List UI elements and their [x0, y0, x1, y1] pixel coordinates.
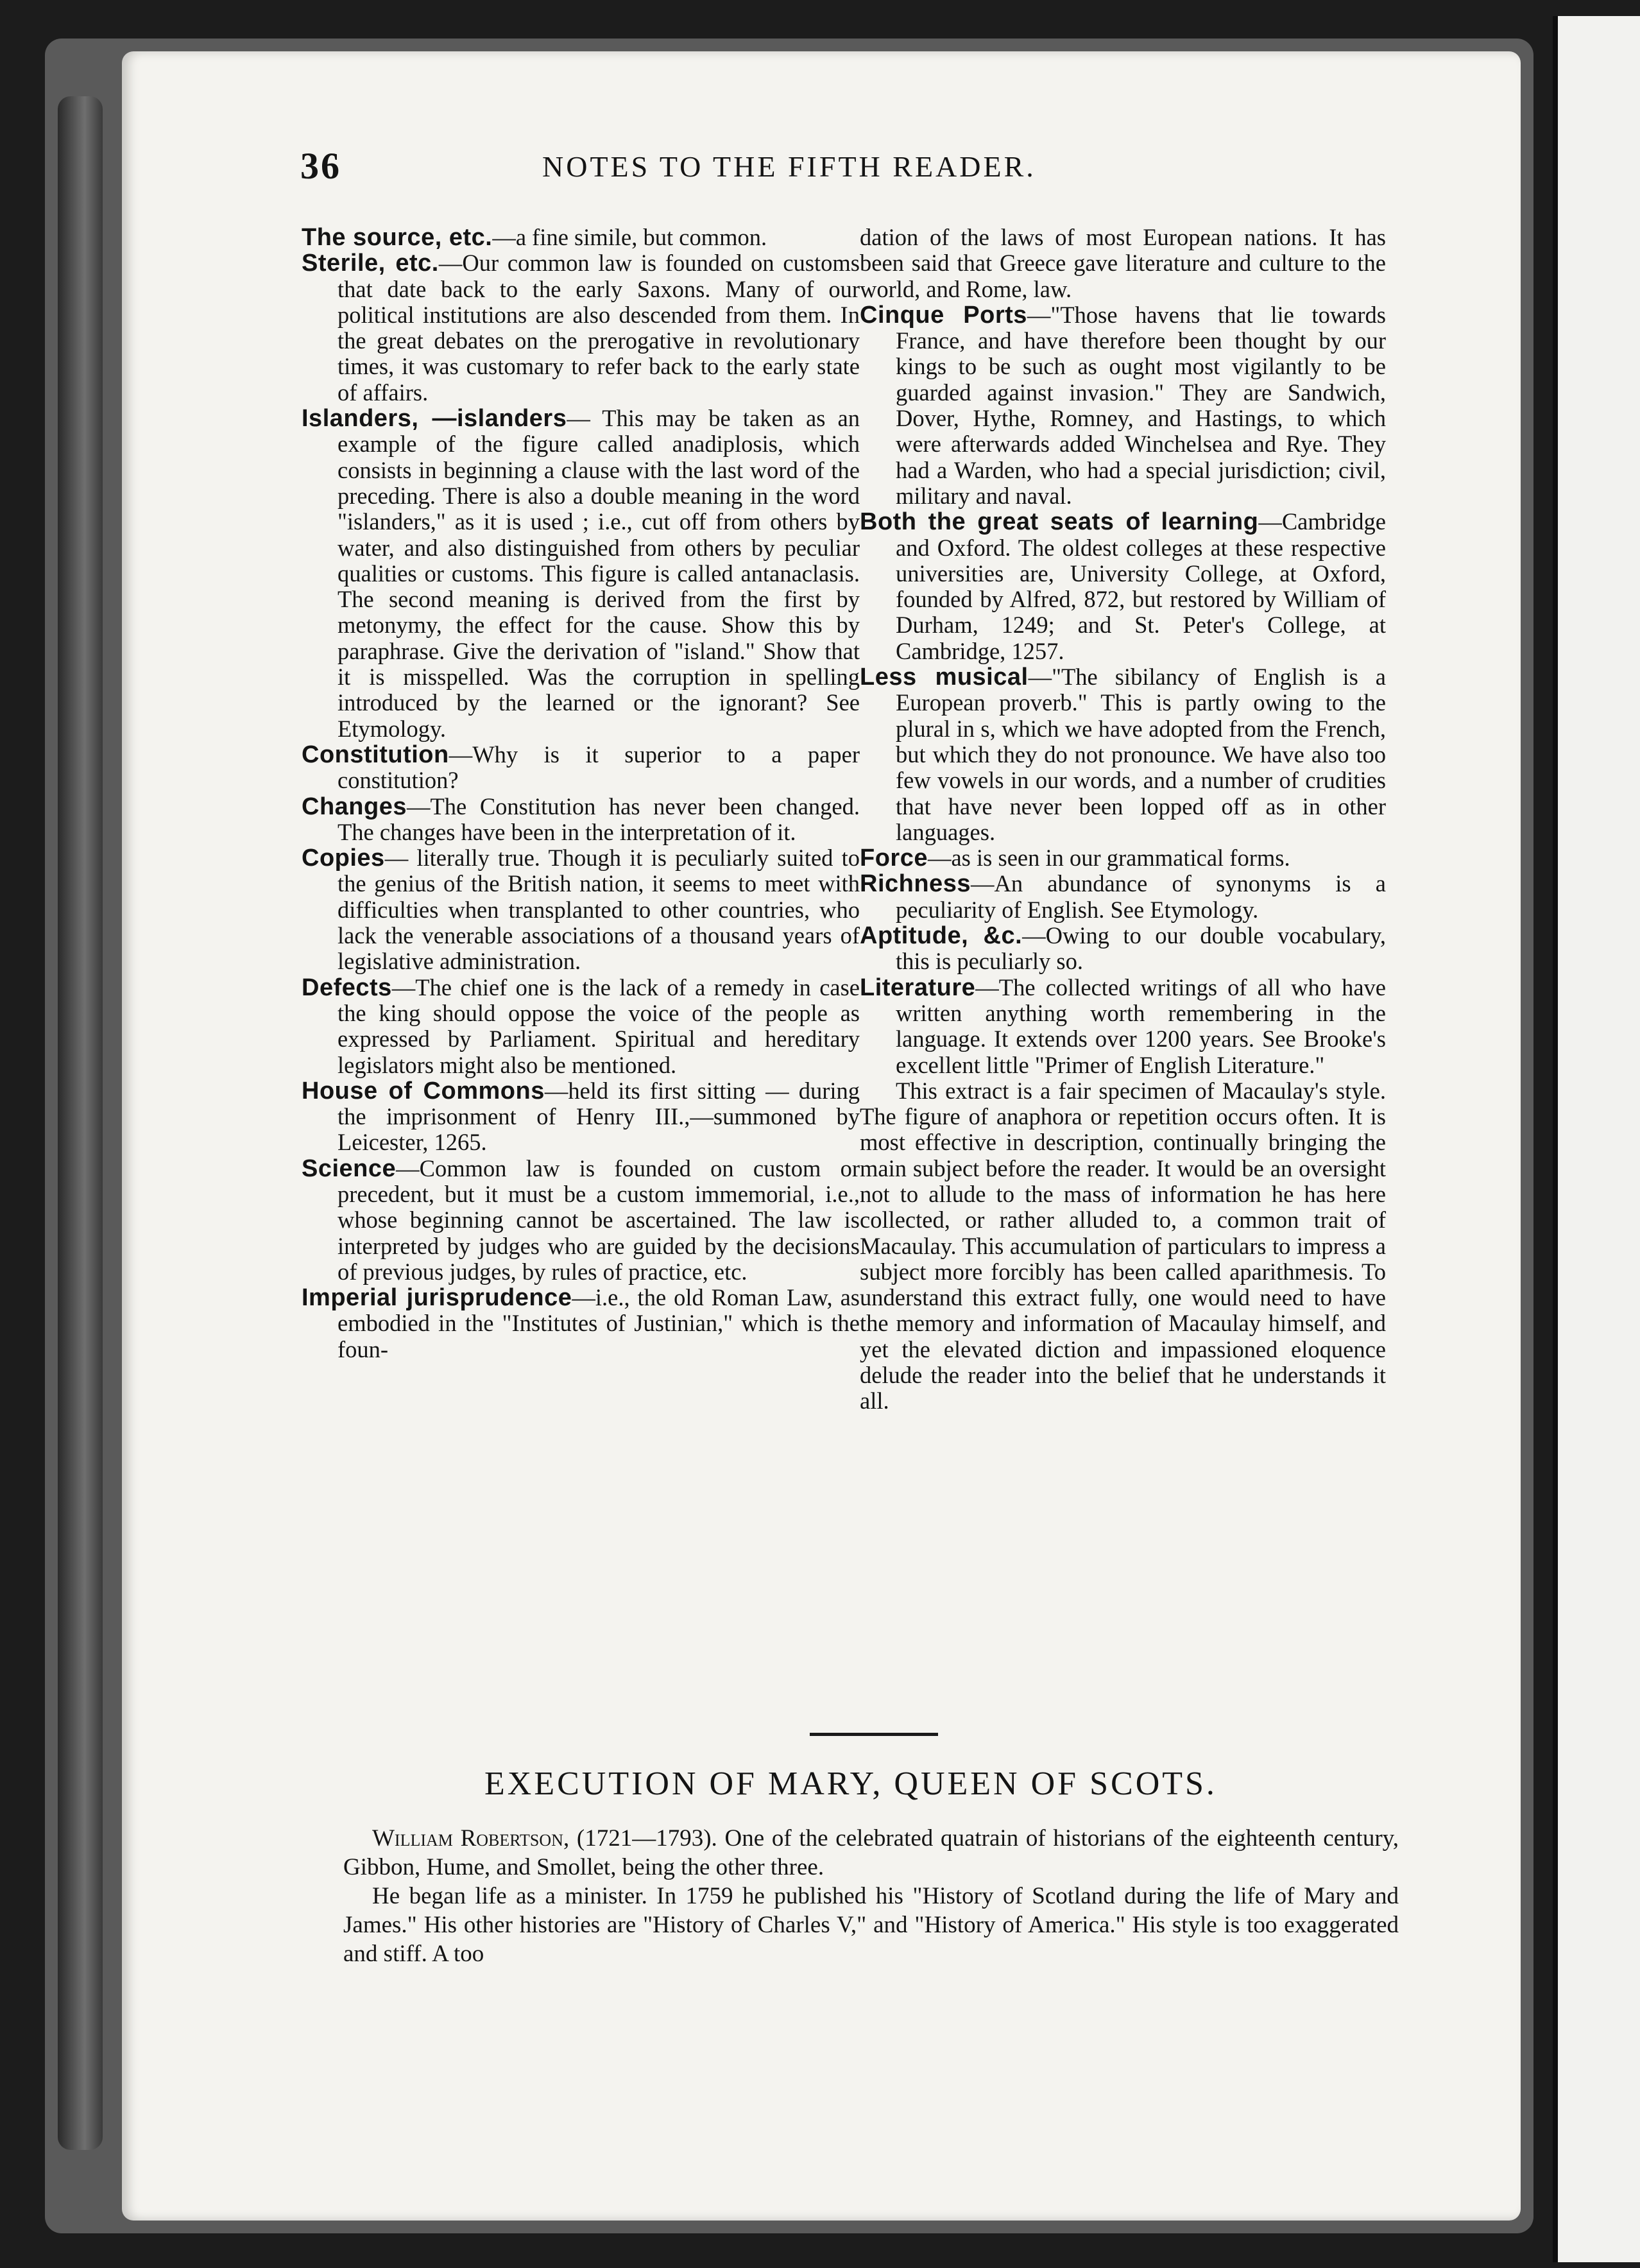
continuation-text: dation of the laws of most European nations. It has been said that Greece gave literature and culture to the world, and Rome, law. — [860, 224, 1386, 302]
note-term: Islanders, —islanders — [302, 405, 567, 433]
closing-paragraph: This extract is a fair specimen of Macaulay's style. The figure of anaphora or repetition occurs often. It is most effective in description, continually bringing the main subject before the reader. It would be an oversight not to allude to the mass of information he has here collected, or rather alluded to, a common trait of Macaulay. This accumulation of particulars to impress a subject more forcibly has been called aparithmesis. To understand this extract fully, one would need to have the memory and information of Macaulay himself, and yet the elevated diction and impassioned eloquence delude the reader into the belief that he understands it all. — [860, 1077, 1386, 1414]
page-stack-edge — [58, 96, 103, 2150]
running-title: NOTES TO THE FIFTH READER. — [542, 150, 1036, 183]
section-title: EXECUTION OF MARY, QUEEN OF SCOTS. — [484, 1765, 1217, 1802]
note-term: Changes — [302, 793, 407, 820]
note-entry — [302, 975, 860, 1078]
note-text: —a fine simile, but common. — [492, 224, 767, 250]
author-dates: (1721—1793). — [576, 1825, 717, 1851]
note-entry — [302, 794, 860, 846]
note-term: The source, etc. — [302, 224, 493, 251]
bio-paragraph-1 — [343, 1824, 1399, 1882]
note-term: Imperial jurisprudence — [302, 1284, 572, 1312]
note-term: House of Commons — [302, 1077, 545, 1104]
note-text: —as is seen in our grammatical forms. — [927, 845, 1290, 872]
note-text: —Common law is founded on custom or precedent, but it must be a custom immemorial, i.e., whose beginning cannot be ascertained. The law is interpreted by judges who are guided by the decisions of previous judges, by rules of practice, etc. — [337, 1155, 860, 1285]
note-text: — This may be taken as an example of the figure called anadiplosis, which consists in beginning a clause with the last word of the preceding. There is also a double meaning in the word "islanders," as it is used ; i.e., cut off from others by water, and also distinguished from others by peculiar qualities or customs. This figure is called antanaclasis. The second meaning is derived from the first by metonymy, the effect for the cause. Show this by paraphrase. Give the derivation of "island." Show that it is misspelled. Was the corruption in spelling introduced by the learned or the ignorant? See Etymology. — [337, 405, 860, 742]
note-term: Both the great seats of learning — [860, 508, 1259, 536]
note-entry — [302, 1285, 860, 1362]
left-column — [302, 225, 860, 1362]
author-biography — [343, 1824, 1399, 1968]
note-text: —Owing to our double vocabulary, this is peculiarly so. — [896, 922, 1387, 975]
adjacent-page-edge — [1553, 16, 1640, 2262]
note-entry — [302, 225, 860, 250]
note-term: Defects — [302, 974, 392, 1001]
right-column — [860, 225, 1386, 1414]
bio-paragraph-2: He began life as a minister. In 1759 he published his "History of Scotland during the life of Mary and James." His other histories are "History of Charles V," and "History of America." His style is too exaggerated and stiff. A too — [343, 1883, 1399, 1967]
note-term: Sterile, etc. — [302, 250, 439, 277]
note-text: —Cambridge and Oxford. The oldest colleges at these respective universities are, University College, at Oxford, founded by Alfred, 872, but restored by William of Durham, 1249; and St. Peter's College, at Cambridge, 1257. — [896, 508, 1386, 664]
note-term: Aptitude, &c. — [860, 922, 1023, 950]
note-entry — [860, 845, 1386, 871]
note-text: —Our common law is founded on customs that date back to the early Saxons. Many of our political institutions are also descended from them. In the great debates on the prerogative in revolutionary times, it was customary to refer back to the early state of affairs. — [337, 250, 860, 406]
page-number: 36 — [300, 145, 341, 187]
note-text: —"The sibilancy of English is a European proverb." This is partly owing to the plural in s, which we have adopted from the French, but which they do not pronounce. We have also too few vowels in our words, and a number of crudities that have never been lopped off as in other languages. — [896, 664, 1387, 845]
note-entry — [860, 923, 1386, 975]
note-entry — [860, 509, 1386, 664]
author-name: William Robertson, — [372, 1825, 570, 1851]
note-term: Literature — [860, 974, 976, 1001]
note-text: —Why is it superior to a paper constitution? — [337, 741, 860, 794]
note-text: —An abundance of synonyms is a peculiarity of English. See Etymology. — [896, 870, 1386, 923]
note-text: —The Constitution has never been changed. The changes have been in the interpretation of it. — [337, 793, 860, 845]
note-term: Copies — [302, 845, 385, 872]
note-term: Science — [302, 1155, 397, 1182]
note-term: Cinque Ports — [860, 301, 1027, 329]
note-entry — [860, 871, 1386, 923]
right-column-entries — [860, 302, 1386, 1078]
note-entry — [302, 845, 860, 974]
note-text: —i.e., the old Roman Law, as embodied in the "Institutes of Justinian," which is the foun- — [337, 1284, 860, 1362]
note-term: Force — [860, 845, 928, 872]
note-entry — [302, 742, 860, 794]
note-term: Constitution — [302, 741, 449, 768]
note-term: Richness — [860, 870, 971, 898]
note-entry — [860, 975, 1386, 1078]
note-entry — [860, 664, 1386, 845]
note-text: —The collected writings of all who have written anything worth remembering in the language. It extends over 1200 years. See Brooke's excellent little "Primer of English Literature." — [896, 974, 1386, 1078]
note-entry — [860, 302, 1386, 509]
note-entry — [302, 1156, 860, 1285]
note-text: — literally true. Though it is peculiarly suited to the genius of the British nation, it seems to meet with difficulties when transplanted to other countries, who lack the venerable associations of a thousand years of legislative administration. — [337, 845, 860, 975]
note-text: —held its first sitting — during the imprisonment of Henry III.,—summoned by Leicester, 1265. — [337, 1077, 860, 1156]
note-entry — [302, 250, 860, 406]
section-divider — [810, 1733, 938, 1736]
note-text: —"Those havens that lie towards France, and have therefore been thought by our kings to be such as ought most vigilantly to be guarded against invasion." They are Sandwich, Dover, Hythe, Romney, and Hastings, to which were afterwards added Winchelsea and Rye. They had a Warden, who had a special jurisdiction; civil, military and naval. — [896, 301, 1386, 509]
note-entry — [302, 406, 860, 742]
note-term: Less musical — [860, 664, 1029, 691]
note-text: —The chief one is the lack of a remedy in case the king should oppose the voice of the people as expressed by Parliament. Spiritual and hereditary legislators might also be mentioned. — [337, 974, 860, 1078]
running-head — [300, 144, 1263, 196]
note-entry — [302, 1078, 860, 1156]
bio-text-1: One of the celebrated quatrain of historians of the eighteenth century, Gibbon, Hume, and Smollet, being the other three. — [343, 1825, 1399, 1880]
